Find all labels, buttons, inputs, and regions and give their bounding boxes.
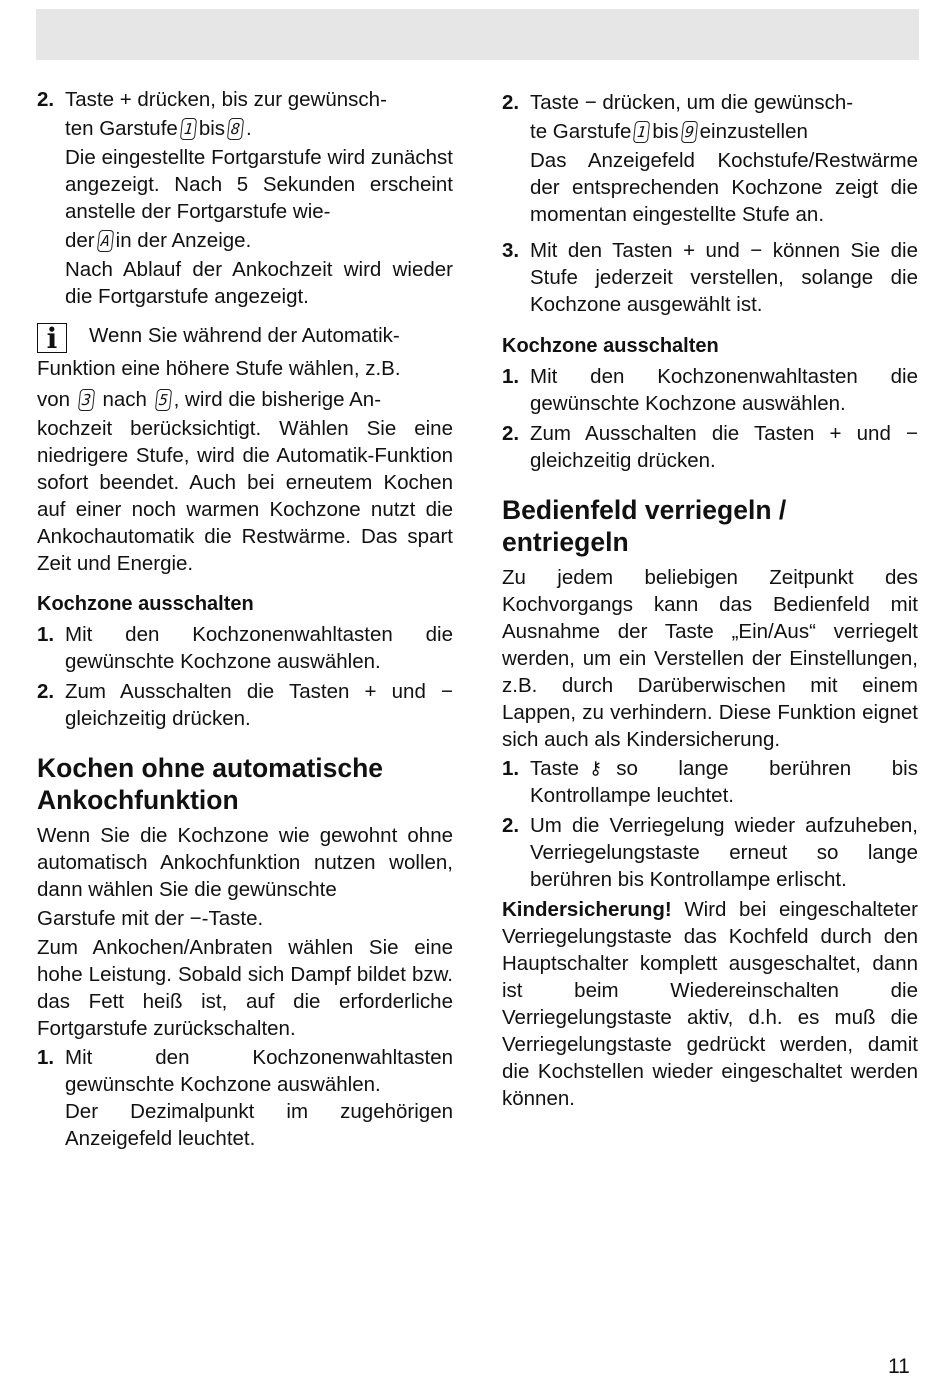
step-number: 2. [37, 680, 55, 703]
info-text: kochzeit berücksichtigt. Wählen Sie eine niedrigere Stufe, wird die Automatik-Funktion sofort beendet. Auch bei erneutem Kochen auf einer noch warmen Kochzone nutzt die Ankochautomatik die Restwärme. Das spart Zeit und Energie. [37, 417, 453, 575]
list-item [502, 420, 918, 474]
text-span: einzustellen [699, 120, 808, 143]
display-digit-9-icon: 9 [680, 121, 697, 143]
text-span: ten Garstufe [65, 117, 178, 140]
step-number: 1. [37, 1046, 55, 1069]
key-icon: ⚷ [589, 758, 603, 778]
step-number: 2. [502, 91, 520, 114]
list-item [37, 678, 453, 732]
step-number: 2. [502, 422, 520, 445]
section-heading: Kochen ohne automatische Ankochfunktion [37, 753, 384, 815]
list-item [502, 237, 918, 318]
step-number: 1. [502, 365, 520, 388]
step-text: Mit den Tasten + und − können Sie die Stufe jederzeit verstellen, solange die Kochzone ausgewählt ist. [530, 239, 918, 316]
step-text: Mit den Kochzonenwahltasten gewünschte Kochzone auswählen. [65, 1046, 453, 1096]
step-text: Zum Ausschalten die Tasten + und − gleichzeitig drücken. [530, 422, 918, 472]
step-text: Taste + drücken, bis zur gewünsch- [65, 88, 387, 111]
left-column [37, 86, 453, 1152]
info-note [37, 320, 453, 577]
info-text: Funktion eine höhere Stufe wählen, z.B. [37, 357, 401, 380]
step-number: 2. [502, 814, 520, 837]
step-text: Die eingestellte Fortgarstufe wird zunächst angezeigt. Nach 5 Sekunden erscheint anstelle der Fortgarstufe wie- [65, 146, 453, 223]
text-span: von [37, 388, 71, 411]
step-text-line [65, 225, 453, 256]
step-text: Um die Verriegelung wieder aufzuheben, Verriegelungstaste erneut so lange berühren bis Kontrollampe erlischt. [530, 814, 918, 891]
step-text: Das Anzeigefeld Kochstufe/Restwärme der entsprechenden Kochzone zeigt die momentan eingestellte Stufe an. [530, 149, 918, 226]
text-span: Taste [530, 757, 579, 780]
info-text-line [37, 384, 453, 415]
text-span: bis [198, 117, 226, 140]
subheading-kochzone-ausschalten: Kochzone ausschalten [502, 335, 719, 357]
text-span: so lange berühren bis Kontrollampe leuchtet. [530, 757, 918, 807]
text-span: nach [102, 388, 147, 411]
text-span: . [246, 117, 252, 140]
step-text-line [530, 755, 918, 809]
list-item [502, 812, 918, 893]
step-number: 1. [502, 757, 520, 780]
list-item [37, 621, 453, 675]
text-span: , wird die bisherige An- [173, 388, 382, 411]
step-text: Zum Ausschalten die Tasten + und − gleichzeitig drücken. [65, 680, 453, 730]
step-text: Mit den Kochzonenwahltasten die gewünschte Kochzone auswählen. [530, 365, 918, 415]
right-column [502, 89, 918, 1112]
display-digit-3-icon: 3 [78, 389, 95, 411]
step-number: 2. [37, 88, 55, 111]
minus-key-icon: − [189, 907, 202, 930]
section-heading: Bedienfeld verriegeln / entriegeln [502, 495, 787, 557]
text-span: in der Anzeige. [115, 229, 252, 252]
header-bar [36, 9, 919, 60]
step-text: Mit den Kochzonenwahltasten die gewünschte Kochzone auswählen. [65, 623, 453, 673]
step-number: 3. [502, 239, 520, 262]
text-span: -Taste. [201, 907, 264, 930]
text-span: bis [652, 120, 679, 143]
display-digit-1-icon: 1 [180, 118, 197, 140]
paragraph: Zum Ankochen/Anbraten wählen Sie eine hohe Leistung. Sobald sich Dampf bildet bzw. das Fett heiß ist, auf die erforderliche Fortgarstufe zurückschalten. [37, 936, 453, 1040]
step-text-line [65, 113, 453, 144]
subheading-kochzone-ausschalten: Kochzone ausschalten [37, 593, 254, 615]
text-span: der [65, 229, 95, 252]
text-span: te Garstufe [530, 120, 632, 143]
display-digit-8-icon: 8 [227, 118, 244, 140]
paragraph: Wenn Sie die Kochzone wie gewohnt ohne automatisch Ankochfunktion nutzen wollen, dann wählen Sie die gewünschte [37, 824, 453, 901]
step-text: Taste − drücken, um die gewünsch- [530, 91, 854, 114]
display-digit-5-icon: 5 [154, 389, 171, 411]
list-item [37, 1044, 453, 1152]
list-item [502, 363, 918, 417]
display-digit-a-icon: A [96, 230, 113, 252]
info-text: Wenn Sie während der Automatik- [89, 324, 400, 347]
step-number: 1. [37, 623, 55, 646]
step-text: Der Dezimalpunkt im zugehörigen Anzeigefeld leuchtet. [65, 1100, 453, 1150]
text-span: Wird bei eingeschalteter Verriegelungstaste das Kochfeld durch den Hauptschalter komplett ausgeschaltet, dann ist beim Wiedereinschalten die Verriegelungstaste aktiv, d.h. es muß die Verriegelungstaste gedrückt werden, damit die Kochstellen wieder eingeschaltet werden können. [502, 898, 918, 1110]
list-item [37, 86, 453, 310]
info-icon: i [37, 323, 67, 353]
text-span: Garstufe mit der [37, 907, 184, 930]
list-item [502, 89, 918, 228]
paragraph [502, 896, 918, 1112]
kindersicherung-label: Kindersicherung! [502, 898, 672, 921]
step-text: Nach Ablauf der Ankochzeit wird wieder die Fortgarstufe angezeigt. [65, 258, 453, 308]
paragraph: Zu jedem beliebigen Zeitpunkt des Kochvorgangs kann das Bedienfeld mit Ausnahme der Taste „Ein/Aus“ verriegelt werden, um ein Verstellen der Einstellungen, z.B. durch Darüberwischen mit einem Lappen, zu verhindern. Diese Funktion eignet sich auch als Kindersicherung. [502, 566, 918, 751]
display-digit-1-icon: 1 [633, 121, 650, 143]
page-number: 11 [888, 1355, 910, 1378]
list-item [502, 755, 918, 809]
step-text-line [530, 116, 918, 147]
paragraph-line [37, 903, 453, 934]
